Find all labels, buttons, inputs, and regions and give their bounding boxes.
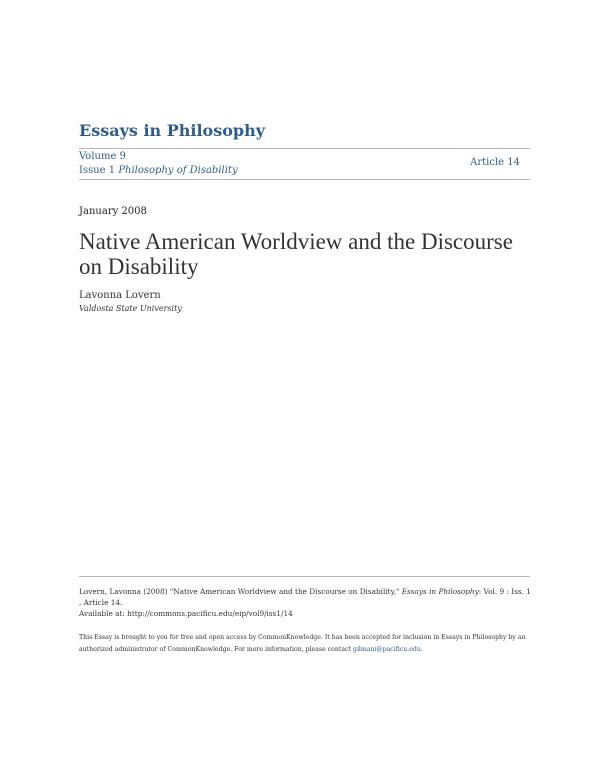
paper-title: Native American Worldview and the Discourse on Disability [79,229,513,279]
access-notice [79,632,534,655]
footer-rule [79,576,530,577]
author-affiliation: Valdosta State University [79,304,182,313]
notice-text: This Essay is brought to you for free and open access by CommonKnowledge. It has been accepted for inclusion in Essays in Philosophy by an authorized administrator of CommonKnowledge. For more information, please contact [79,634,526,653]
issue-number: Issue 1 [79,165,116,176]
contact-email-link[interactable]: gilmani@pacificu.edu [352,645,421,653]
notice-end: . [420,645,423,653]
header-rule-bottom [79,179,530,180]
issue-title: Philosophy of Disability [118,165,238,176]
citation-block [79,586,534,619]
volume-link[interactable]: Volume 9 [79,151,126,162]
citation-text: Lovern, Lavonna (2008) "Native American Worldview and the Discourse on Disability," [79,587,402,596]
citation-journal: Essays in Philosophy [401,587,479,596]
citation-url[interactable]: Available at: http://commons.pacificu.edu/eip/vol9/iss1/14 [79,609,293,618]
issue-line[interactable] [79,165,238,176]
citation-volume: : Vol. 9 : Iss. 1 , Article 14. [79,587,531,607]
article-number[interactable]: Article 14 [470,157,520,168]
journal-title[interactable]: Essays in Philosophy [79,121,266,140]
header-rule-top [79,148,530,149]
publication-date: January 2008 [79,206,147,217]
author-name: Lavonna Lovern [79,290,161,301]
